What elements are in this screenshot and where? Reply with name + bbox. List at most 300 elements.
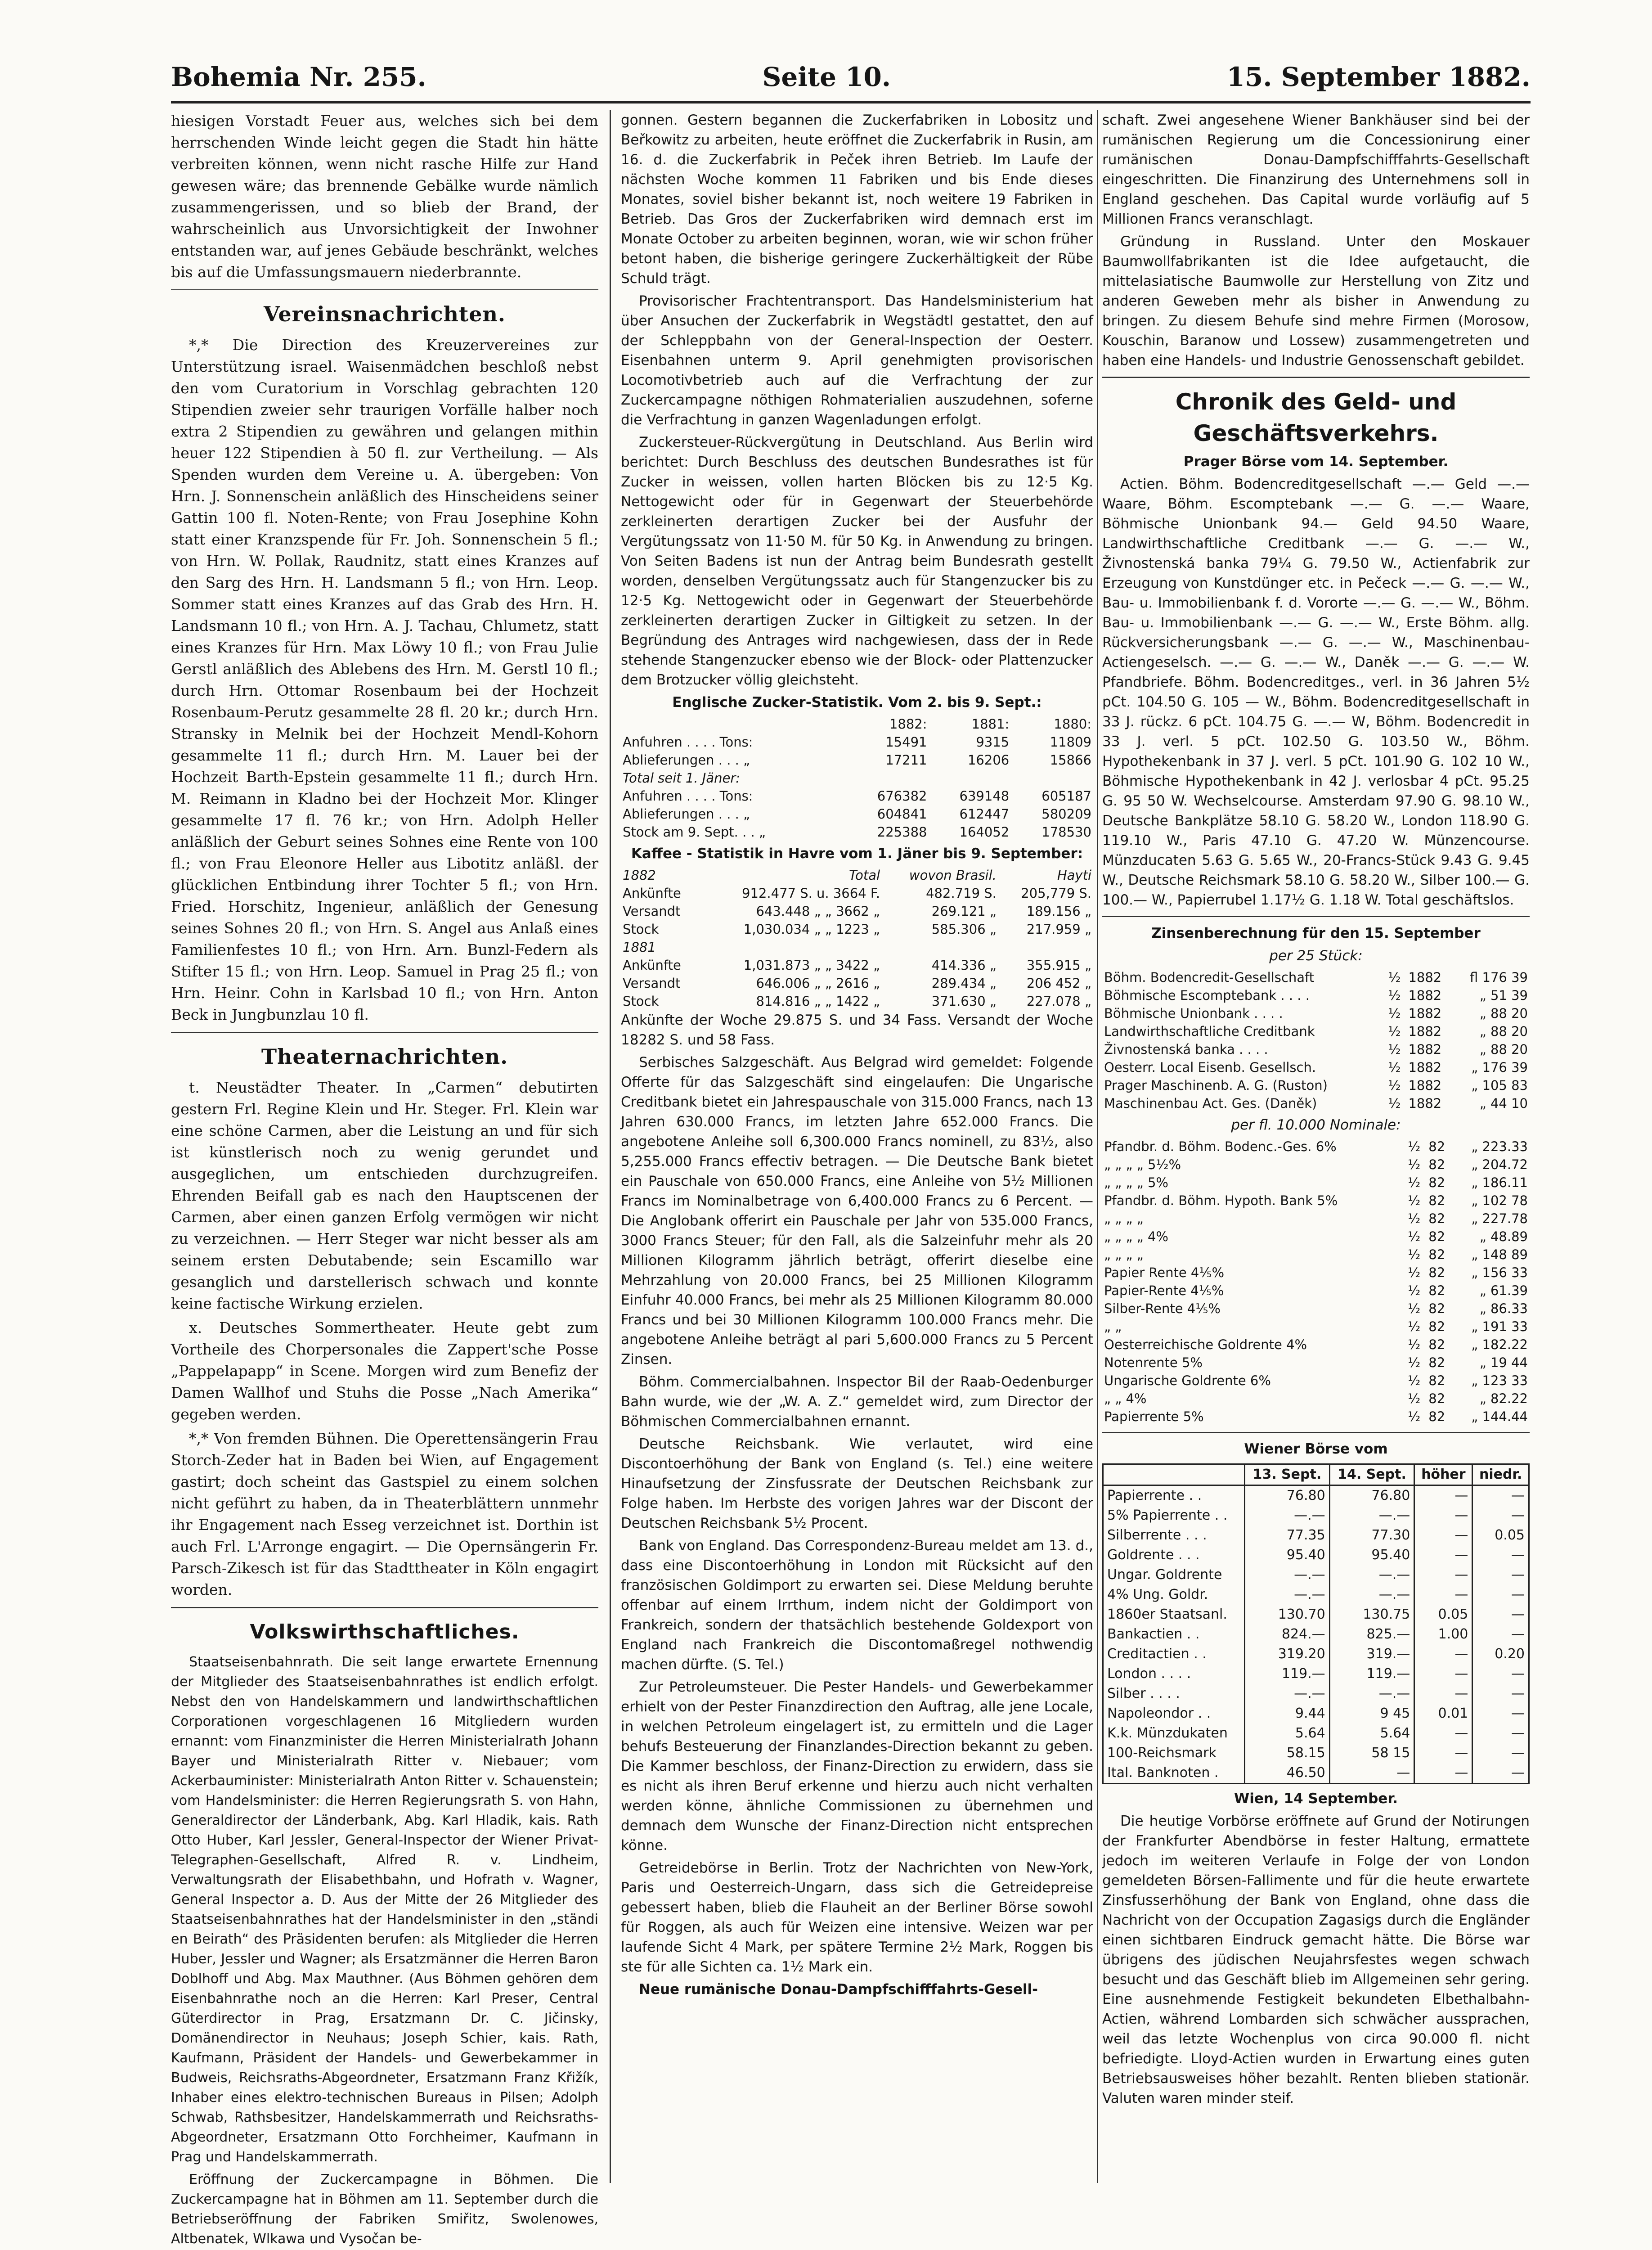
table-row — [621, 769, 1093, 787]
table-cell: 1882 — [1408, 1042, 1442, 1057]
section-title-volkswirthschaftliches: Volkswirthschaftliches. — [250, 1620, 520, 1643]
table-cell: „ „ 4% — [1104, 1391, 1147, 1406]
wien-report: Die heutige Vorbörse eröffnete auf Grund der Notirungen der Frankfurter Abendbörse in fester Haltung, ermattete jedoch im weiteren Verlaufe in Folge der von London gemeldeten Börsen-Fallimente und für die heute erwartete Zinsfusserhöhung der Bank von England, ohne dass die Nachricht von der Occupation Zagasigs durch die Engländer einen sichtbaren Eindruck gemacht hätte. Die Börse war übrigens des jüdischen Neujahrsfestes wegen schwach besucht und das Geschäft blieb im Allgemeinen sehr gering. Eine ausnehmende Festigkeit bekundeten Elbethalbahn-Actien, während Lombarden sich schwächer aussprachen, weil das letzte Wochenplus von circa 90.000 fl. nicht befriedigte. Lloyd-Actien wurden in Erwartung eines guten Betriebsausweises höher bezahlt. Renten blieben stationär. Valuten waren minder steif. — [1102, 1813, 1530, 2106]
table-cell: 82 — [1428, 1391, 1446, 1406]
table-cell: 1882 — [1408, 1060, 1442, 1075]
table-cell: Ankünfte — [623, 886, 681, 901]
article-bank-von-england: Bank von England. Das Correspondenz-Bureau meldet am 13. d., dass eine Discontoerhöhung in London mit Rücksicht auf den französischen Goldimport zu erwarten sei. Diese Meldung beruhte offenbar auf einem Irrthum, indem nicht der Goldimport von Frankreich, sondern der thatsächlich bestehende Goldexport von England nach Frankreich die Discontomaßregel nothwendig machen dürfte. (S. Tel.) — [621, 1538, 1093, 1673]
table-cell: 676382 — [877, 788, 927, 804]
table-cell: Papier-Rente 4⅕% — [1104, 1283, 1224, 1298]
table-cell: 100-Reichsmark — [1107, 1745, 1217, 1761]
table-header-cell: 1882: — [889, 716, 927, 732]
article-kreuzerverein: *,* Die Direction des Kreuzervereines zur Unterstützung israel. Waisenmädchen beschloß nebst den vom Curatorium in Vorschlag gebrachten 120 Stipendien zweier sehr traurigen Vorfälle halber noch extra 2 Stipendien zu gewähren und gelangen mithin heuer 122 Stipendien à 50 fl. zur Vertheilung. — Als Spenden wurden dem Vereine u. A. übergeben: Von Hrn. J. Sonnenschein anläßlich des Hinscheidens seiner Gattin 100 fl. Noten-Rente; von Frau Josephine Kohn statt einer Kranzspende für Fr. Joh. Sonnenschein 5 fl.; von Hrn. W. Pollak, Raudnitz, statt eines Kranzes auf den Sarg des Hrn. H. Landsmann 5 fl.; von Hrn. Leop. Sommer statt eines Kranzes auf das Grab des Hrn. H. Landsmann 10 fl.; von Hrn. A. J. Tachau, Chlumetz, statt eines Kranzes für Hrn. Max Löwy 10 fl.; von Frau Julie Gerstl anläßlich des Ablebens des Hrn. M. Gerstl 10 fl.; durch Hrn. Ottomar Rosenbaum bei der Hochzeit Rosenbaum-Perutz gesammelte 28 fl. 20 kr.; durch Hrn. Stransky in Melnik bei der Hochzeit Mendl-Kohorn gesammelte 11 fl.; durch Hrn. M. Lauer bei der Hochzeit Barth-Epstein gesammelte 11 fl.; durch Hrn. M. Reimann in Kladno bei der Hochzeit Mor. Klinger gesammelte 17 fl. 76 kr.; von Hrn. Adolph Heller anläßlich der Geburt seines Sohnes eine Rente von 100 fl.; von Frau Eleonore Heller aus Libotitz anläßl. der glücklichen Entbindung ihrer Tochter 5 fl.; von Hrn. Fried. Horschitz, Ingenieur, anläßlich der Genesung seines Sohnes 20 fl.; von Hrn. S. Angel aus Anlaß eines Familienfestes 10 fl.; von Hrn. Arn. Bunzl-Federn als Stifter 15 fl.; von Hrn. Leop. Samuel in Prag 25 fl.; von Hrn. Heinr. Cohn in Karlsbad 10 fl.; von Hrn. Anton Beck in Jungbunzlau 10 fl. — [171, 336, 598, 1023]
table-cell: „ 102 78 — [1471, 1193, 1528, 1208]
table-cell: 1860er Staatsanl. — [1107, 1606, 1227, 1622]
table-cell: 605187 — [1041, 788, 1091, 804]
table-cell: 1,031.873 „ „ 3422 „ — [743, 958, 880, 973]
table-row — [1102, 1192, 1530, 1210]
table-cell: Böhm. Bodencredit-Gesellschaft — [1104, 970, 1315, 985]
table-cell: „ 148 89 — [1471, 1247, 1528, 1262]
table-cell: — — [1472, 1664, 1529, 1684]
table-cell: 482.719 S. — [926, 886, 997, 901]
table-cell: Papierrente 5% — [1104, 1409, 1204, 1424]
table-cell: 414.336 „ — [931, 958, 997, 973]
table-cell: — — [1414, 1664, 1472, 1684]
table-cell: 77.30 — [1329, 1526, 1414, 1545]
table-cell: 15866 — [1050, 752, 1091, 768]
table-cell: ½ — [1408, 1337, 1421, 1352]
article-staatseisenbahnrath: Staatseisenbahnrath. Die seit lange erwartete Ernennung der Mitglieder des Staatseisenbahnrathes ist endlich erfolgt. Nebst den von Handelskammern und landwirthschaftlichen Corporationen vorgeschlagenen 16 Mitgliedern wurden ernannt: vom Finanzminister die Herren Ministerialrath Johann Bayer und Ministerialrath Ritter v. Niebauer; vom Ackerbauminister: Ministerialrath Anton Ritter v. Schauenstein; vom Handelsminister: die Herren Regierungsrath S. von Hahn, Generaldirector der Länderbank, Abg. Karl Hladik, kais. Rath Otto Huber, Karl Jessler, General-Inspector der Wiener Privat-Telegraphen-Gesellschaft, Alfred R. v. Lindheim, Verwaltungsrath der Elisabethbahn, und Hofrath v. Wagner, General Inspector a. D. Aus der Mitte der 26 Mitglieder des Staatseisenbahnrathes hat der Handelsminister in den „ständi en Beirath“ des Präsidenten berufen: als Mitglieder die Herren Huber, Jessler und Wagner; als Ersatzmänner die Herren Baron Doblhoff und Abg. Max Mauthner. (Aus Böhmen gehören dem Eisenbahnrathe noch an die Herren: Karl Preser, Central Güterdirector in Prag, Ersatzmann Dr. C. Jičinsky, Domänendirector in Neuhaus; Joseph Schier, kais. Rath, Kaufmann, Präsident der Handels- und Gewerbekammer in Budweis, Reichsraths-Abgeordneter, Ersatzmann Franz Křižík, Inhaber eines elektro-technischen Bureaus in Pilsen; Adolph Schwab, Rathsbesitzer, Handelskammerrath und Reichsraths-Abgeordneter, Ersatzmann Otto Forchheimer, Kaufmann in Prag und Handelskammerrath. — [171, 1654, 598, 2165]
table-cell: Oesterr. Local Eisenb. Gesellsch. — [1104, 1060, 1316, 1075]
table-cell: 82 — [1428, 1301, 1446, 1316]
table-cell: 82 — [1428, 1211, 1446, 1226]
table-header-cell: Total — [849, 868, 880, 883]
table-row — [1102, 1228, 1530, 1246]
wiener-boerse-table — [1102, 1463, 1530, 1784]
column-divider — [1097, 110, 1098, 2183]
table-row — [621, 805, 1093, 823]
table-cell: 825.— — [1329, 1624, 1414, 1644]
table-cell: ½ — [1408, 1157, 1421, 1172]
table-header-cell: Hayti — [1057, 868, 1091, 883]
table-cell: „ 182.22 — [1471, 1337, 1528, 1352]
wiener-boerse-title: Wiener Börse vom — [1244, 1441, 1388, 1457]
table-cell: 814.816 „ „ 1422 „ — [756, 994, 880, 1009]
table-cell: Creditactien . . — [1107, 1646, 1207, 1662]
table-cell: 11809 — [1050, 734, 1091, 750]
table-cell: — — [1472, 1624, 1529, 1644]
table-cell: 1,030.034 „ „ 1223 „ — [743, 922, 880, 937]
article-sommertheater: x. Deutsches Sommertheater. Heute gebt zum Vortheile des Chorpersonales die Zappert'sche Posse „Pappelapapp“ in Scene. Morgen wird zum Benefiz der Damen Wallhof und Stuhs die Posse „Nach Amerika“ gegeben werden. — [171, 1319, 598, 1423]
table-cell: 76.80 — [1329, 1485, 1414, 1506]
table-cell: 355.915 „ — [1026, 958, 1091, 973]
table-cell: — — [1472, 1763, 1529, 1784]
header-page-number: Seite 10. — [762, 62, 891, 92]
table-row — [1103, 1565, 1529, 1585]
table-cell: 205,779 S. — [1021, 886, 1091, 901]
table-cell: 82 — [1428, 1229, 1446, 1244]
header-rule — [171, 101, 1531, 104]
table-cell: ½ — [1408, 1301, 1421, 1316]
table-cell: 5.64 — [1245, 1724, 1330, 1743]
table-cell: Papierrente . . — [1107, 1488, 1202, 1503]
table-cell: 119.— — [1329, 1664, 1414, 1684]
table-cell: 1882 — [1408, 988, 1442, 1003]
table-cell: „ 105 83 — [1471, 1078, 1528, 1093]
table-row — [1102, 1372, 1530, 1390]
table-row — [1102, 968, 1530, 986]
table-cell: 164052 — [959, 824, 1010, 840]
table-cell: 0.05 — [1472, 1526, 1529, 1545]
table-cell: Landwirthschaftliche Creditbank — [1104, 1024, 1315, 1039]
table-row — [1102, 1336, 1530, 1354]
table-cell: 82 — [1428, 1139, 1446, 1154]
table-cell: Anfuhren . . . . Tons: — [623, 734, 753, 750]
table-cell: 46.50 — [1245, 1763, 1330, 1784]
table-cell: — — [1472, 1506, 1529, 1526]
table-cell: 612447 — [959, 806, 1010, 822]
table-cell: „ „ „ „ — [1104, 1211, 1144, 1226]
table-cell: — — [1414, 1545, 1472, 1565]
table-cell: 82 — [1428, 1193, 1446, 1208]
column-3 — [1102, 110, 1530, 2183]
table-cell: „ 88 20 — [1479, 1042, 1528, 1057]
column-1 — [171, 110, 598, 2247]
table-cell: 1882 — [1408, 1078, 1442, 1093]
table-row — [1103, 1724, 1529, 1743]
table-cell: Versandt — [623, 904, 681, 919]
table-header-cell: höher — [1414, 1464, 1472, 1485]
zinsen-table-2 — [1102, 1138, 1530, 1426]
table-cell: — — [1414, 1763, 1472, 1784]
table-row — [1102, 1300, 1530, 1318]
table-header-cell: wovon Brasil. — [909, 868, 997, 883]
table-cell: „ 88 20 — [1479, 1006, 1528, 1021]
table-row — [621, 992, 1093, 1010]
table-cell: — — [1414, 1506, 1472, 1526]
table-header-cell: niedr. — [1472, 1464, 1529, 1485]
table-cell: ½ — [1408, 1283, 1421, 1298]
table-cell: 5.64 — [1329, 1724, 1414, 1743]
table-cell: Notenrente 5% — [1104, 1355, 1203, 1370]
table-cell: „ „ „ „ 5½% — [1104, 1157, 1181, 1172]
table-row — [1103, 1704, 1529, 1724]
table-cell: „ „ „ „ 4% — [1104, 1229, 1168, 1244]
wien-report-title: Wien, 14 September. — [1234, 1791, 1398, 1807]
table-cell: ½ — [1408, 1409, 1421, 1424]
table-cell: 82 — [1428, 1265, 1446, 1280]
table-cell: Ankünfte — [623, 958, 681, 973]
table-cell: — — [1414, 1485, 1472, 1506]
table-row — [621, 956, 1093, 974]
table-cell: 130.75 — [1329, 1605, 1414, 1624]
table-row — [1103, 1585, 1529, 1605]
table-cell: ½ — [1408, 1355, 1421, 1370]
table-cell: 643.448 „ „ 3662 „ — [756, 904, 880, 919]
table-row — [1102, 1076, 1530, 1094]
table-cell: ½ — [1408, 1391, 1421, 1406]
article-fremde-buehnen: *,* Von fremden Bühnen. Die Operettensängerin Frau Storch-Zeder hat in Baden bei Wien, auf Engagement gastirt; doch scheint das Gastspiel zu einem solchen nicht geführt zu haben, da in Theaterblättern unnmehr ihr Engagement nach Esseg verzeichnet ist. Dorthin ist auch Frl. L'Arronge engagirt. — Die Opernsängerin Fr. Parsch-Zikesch ist für das Stadttheater in Köln engagirt worden. — [171, 1430, 598, 1598]
table-cell: ½ — [1388, 1006, 1401, 1021]
table-cell: — — [1414, 1724, 1472, 1743]
table-cell: „ 223.33 — [1471, 1139, 1528, 1154]
table-cell: 227.078 „ — [1026, 994, 1091, 1009]
table-cell: Oesterreichische Goldrente 4% — [1104, 1337, 1307, 1352]
table-cell: 1882 — [1408, 1006, 1442, 1021]
table-cell: ½ — [1408, 1193, 1421, 1208]
table-cell: 580209 — [1041, 806, 1091, 822]
table-cell: Silber-Rente 4⅕% — [1104, 1301, 1221, 1316]
table-cell: 82 — [1428, 1355, 1446, 1370]
table-row — [1103, 1624, 1529, 1644]
table-cell: Goldrente . . . — [1107, 1547, 1200, 1563]
table-header-cell: 1881: — [971, 716, 1010, 732]
article-commercialbahnen: Böhm. Commercialbahnen. Inspector Bil der Raab-Oedenburger Bahn wurde, wie der „W. A. Z.“ gemeldet wird, zum Director der Böhmischen Commercialbahnen ernannt. — [621, 1374, 1093, 1430]
table-cell: Ungarische Goldrente 6% — [1104, 1373, 1271, 1388]
section-rule — [171, 1607, 598, 1608]
section-rule — [171, 289, 598, 290]
table-row — [1102, 1390, 1530, 1408]
table-cell: 604841 — [877, 806, 927, 822]
table-cell: fl 176 39 — [1470, 970, 1528, 985]
english-sugar-title: Englische Zucker-Statistik. Vom 2. bis 9. Sept.: — [672, 694, 1042, 711]
table-cell: 912.477 S. u. 3664 F. — [742, 886, 880, 901]
table-cell: 206 452 „ — [1026, 976, 1091, 991]
table-cell: Maschinenbau Act. Ges. (Daněk) — [1104, 1096, 1317, 1111]
section-rule — [171, 1032, 598, 1033]
table-cell: 17211 — [885, 752, 927, 768]
table-cell: ½ — [1388, 988, 1401, 1003]
table-cell: —.— — [1329, 1684, 1414, 1704]
table-cell: 5% Papierrente . . — [1107, 1508, 1228, 1523]
table-cell: ½ — [1388, 1024, 1401, 1039]
table-header-cell: 14. Sept. — [1329, 1464, 1414, 1485]
table-row — [1103, 1644, 1529, 1664]
table-cell: 15491 — [885, 734, 927, 750]
coffee-stats-table — [621, 866, 1093, 1010]
table-cell: Anfuhren . . . . Tons: — [623, 788, 753, 804]
table-row — [621, 902, 1093, 920]
table-cell: —.— — [1245, 1684, 1330, 1704]
table-row — [1103, 1506, 1529, 1526]
section-title-chronik: Chronik des Geld- und Geschäftsverkehrs. — [1175, 389, 1457, 446]
table-cell: 585.306 „ — [931, 922, 997, 937]
table-row — [1103, 1743, 1529, 1763]
table-cell: Pfandbr. d. Böhm. Hypoth. Bank 5% — [1104, 1193, 1338, 1208]
table-cell: — — [1472, 1585, 1529, 1605]
article-reichsbank: Deutsche Reichsbank. Wie verlautet, wird eine Discontoerhöhung der Bank von England (s. Tel.) eine weitere Hinaufsetzung der Zinsfussrate der Deutschen Reichsbank zur Folge haben. Im Herbste des vorigen Jahres war der Discont der Deutschen Reichsbank 5½ Procent. — [621, 1436, 1093, 1531]
table-cell: 289.434 „ — [931, 976, 997, 991]
table-header-cell — [621, 715, 847, 733]
table-cell: 0.01 — [1414, 1704, 1472, 1724]
table-cell: — — [1472, 1545, 1529, 1565]
table-cell: 82 — [1428, 1157, 1446, 1172]
table-cell: — — [1414, 1644, 1472, 1664]
table-cell: — — [1472, 1704, 1529, 1724]
coffee-stats-title: Kaffee - Statistik in Havre vom 1. Jäner bis 9. September: — [631, 846, 1083, 862]
table-cell: — — [1472, 1743, 1529, 1763]
table-header-row — [621, 715, 1093, 733]
article-zuckerfabriken: gonnen. Gestern begannen die Zuckerfabriken in Lobositz und Beřkowitz zu arbeiten, heute eröffnet die Zuckerfabrik in Rusin, am 16. d. die Zuckerfabrik in Peček ihren Betrieb. Im Laufe der nächsten Woche kommen 11 Fabriken und bis Ende dieses Monates, soviel bisher bekannt ist, noch weitere 19 Fabriken in Betrieb. Das Gros der Zuckerfabriken wird demnach erst im Monate October zu arbeiten beginnen, woran, wie wir schon früher betont haben, die bisherige geringere Zuckerhältigkeit der Rübe Schuld trägt. — [621, 112, 1093, 287]
table-cell: K.k. Münzdukaten — [1107, 1725, 1228, 1741]
table-cell: ½ — [1408, 1229, 1421, 1244]
article-donau-dampfschifffahrt-start: Neue rumänische Donau-Dampfschifffahrts-Gesell- — [639, 1981, 1038, 1998]
table-cell: „ 86.33 — [1479, 1301, 1528, 1316]
table-row — [1103, 1664, 1529, 1684]
table-cell: ½ — [1388, 1078, 1401, 1093]
table-row — [1102, 1174, 1530, 1192]
table-row — [1102, 1318, 1530, 1336]
table-cell: ½ — [1408, 1139, 1421, 1154]
table-cell: Böhmische Unionbank . . . . — [1104, 1006, 1283, 1021]
table-cell: 0.05 — [1414, 1605, 1472, 1624]
table-cell: Prager Maschinenb. A. G. (Ruston) — [1104, 1078, 1328, 1093]
table-row — [1102, 1138, 1530, 1156]
table-cell: „ 191 33 — [1471, 1319, 1528, 1334]
table-cell: 1882 — [1408, 1096, 1442, 1111]
table-cell: — — [1472, 1485, 1529, 1506]
column-2 — [621, 110, 1093, 2183]
table-row — [1102, 1004, 1530, 1022]
table-row — [621, 787, 1093, 805]
table-row — [621, 733, 1093, 751]
table-cell: „ 61.39 — [1479, 1283, 1528, 1298]
table-cell: „ 82.22 — [1479, 1391, 1528, 1406]
section-rule — [1102, 377, 1530, 378]
table-cell: „ 144.44 — [1471, 1409, 1528, 1424]
table-cell: ½ — [1408, 1211, 1421, 1226]
table-cell: 639148 — [959, 788, 1010, 804]
table-cell: — — [1472, 1724, 1529, 1743]
table-cell: London . . . . — [1107, 1666, 1191, 1682]
article-getreideboerse: Getreidebörse in Berlin. Trotz der Nachrichten von New-York, Paris und Oesterreich-Ungarn, dass sich die Getreidepreise gebessert haben, blieb die Flauheit an der Berliner Börse sowohl für Roggen, als auch für Weizen eine intensive. Weizen war per laufende Sicht 4 Mark, per spätere Termine 2½ Mark, Roggen bis ste für alle Sichten ca. 1½ Mark ein. — [621, 1860, 1093, 1975]
table-cell: ½ — [1408, 1319, 1421, 1334]
table-cell: „ 156 33 — [1471, 1265, 1528, 1280]
table-cell: „ 123 33 — [1471, 1373, 1528, 1388]
article-serbisches-salzgeschaeft: Serbisches Salzgeschäft. Aus Belgrad wird gemeldet: Folgende Offerte für das Salzgeschäft sind eingelaufen: Die Ungarische Creditbank bietet ein Jahrespauschale von 315.000 Francs, nach 13 Jahren 630.000 Francs, im letzten Jahre 652.000 Francs. Die angebotene Anleihe soll 6,300.000 Francs nominell, zu 83½, also 5,255.000 Francs effectiv betragen. — Die Deutsche Bank bietet ein Pauschale von 650.000 Francs, eine Anleihe von 5½ Millionen Francs im Nominalbetrage von 6,400.000 Francs zu 6 Percent. — Die Anglobank offerirt ein Pauschale per Jahr von 535.000 Francs, 3000 Francs Steuer; für den Fall, als die Salzeinfuhr mehr als 20 Millionen Kilogramm jährlich beträgt, offerirt dieselbe eine Mehrzahlung von 20.000 Francs, bei 25 Millionen Kilogramm Einfuhr 40.000 Francs, bei mehr als 25 Millionen Kilogramm 80.000 Francs und bei 30 Millionen Kilogramm 100.000 Francs mehr. Die angebotene Anleihe beträgt al pari 5,600.000 Francs zu 5 Percent Zinsen. — [621, 1054, 1093, 1368]
article-gruendung-russland: Gründung in Russland. Unter den Moskauer Baumwollfabrikanten ist die Idee aufgetaucht, die mittelasiatische Baumwolle zur Herstellung von Zitz und anderen Geweben mehr als bisher in Anwendung zu bringen. Zu diesem Behufe sind mehre Firmen (Morosow, Kouschin, Baranow und Lossew) zusammengetreten und haben eine Handels- und Industrie Genossenschaft gebildet. — [1102, 234, 1530, 369]
table-cell: Ital. Banknoten . — [1107, 1765, 1219, 1781]
table-cell: Pfandbr. d. Böhm. Bodenc.-Ges. 6% — [1104, 1139, 1337, 1154]
table-cell: Böhmische Escomptebank . . . . — [1104, 988, 1310, 1003]
table-cell: „ 48.89 — [1479, 1229, 1528, 1244]
table-cell: Ungar. Goldrente — [1107, 1567, 1222, 1583]
table-cell: —.— — [1245, 1585, 1330, 1605]
table-cell: 4% Ung. Goldr. — [1107, 1587, 1208, 1602]
table-cell: ½ — [1408, 1175, 1421, 1190]
table-cell: 371.630 „ — [931, 994, 997, 1009]
table-cell: Ablieferungen . . . „ — [623, 806, 750, 822]
section-rule — [1102, 1432, 1530, 1433]
table-cell: Papier Rente 4⅕% — [1104, 1265, 1225, 1280]
table-cell: Total seit 1. Jäner: — [623, 770, 741, 786]
article-petroleumsteuer: Zur Petroleumsteuer. Die Pester Handels- und Gewerbekammer erhielt von der Pester Finanzdirection den Auftrag, alle jene Locale, in welchen Petroleum eingelagert ist, zu ermitteln und die Lager behufs Besteuerung der Finanzlandes-Direction bekannt zu geben. Die Kammer beschloss, der Finanz-Direction zu erwidern, dass sie es nicht als ihren Beruf erkenne und hierzu auch nicht verhalten werden könne, ähnliche Commissionen zu übernehmen und demnach dem Wunsche der Finanz-Direction nicht entsprechen könne. — [621, 1679, 1093, 1854]
table-cell: 9315 — [976, 734, 1010, 750]
table-row — [1103, 1684, 1529, 1704]
table-row — [1103, 1526, 1529, 1545]
table-row — [621, 920, 1093, 938]
table-cell: 319.20 — [1245, 1644, 1330, 1664]
table-row — [1103, 1485, 1529, 1506]
table-cell: — — [1414, 1743, 1472, 1763]
section-rule — [1102, 916, 1530, 917]
table-cell: „ 51 39 — [1479, 988, 1528, 1003]
coffee-week-note: Ankünfte der Woche 29.875 S. und 34 Fass. Versandt der Woche 18282 S. und 58 Fass. — [621, 1012, 1093, 1048]
table-cell: 189.156 „ — [1026, 904, 1091, 919]
table-row — [1102, 1058, 1530, 1076]
fire-report: hiesigen Vorstadt Feuer aus, welches sich bei dem herrschenden Winde leicht gegen die Stadt hin hätte verbreiten können, wenn nicht rasche Hilfe zur Hand gewesen wäre; das brennende Gebälke wurde nämlich zusammengerissen, und so blieb der Brand, der wahrscheinlich aus Unvorsichtigkeit der Inwohner entstanden war, auf jenes Gebäude beschränkt, welches bis auf die Umfassungsmauern niederbrannte. — [171, 112, 598, 281]
table-cell: „ „ „ „ 5% — [1104, 1175, 1168, 1190]
table-cell: 77.35 — [1245, 1526, 1330, 1545]
table-cell: ½ — [1388, 1060, 1401, 1075]
article-neustaedter-theater: t. Neustädter Theater. In „Carmen“ debutirten gestern Frl. Regine Klein und Hr. Steger. Frl. Klein war eine schöne Carmen, aber die Leistung an und für sich ist künstlerisch noch zu wenig gerundet und ausgeglichen, um entschieden durchzugreifen. Ehrenden Beifall gab es nach den Hauptscenen der Carmen, aber einen ganzen Erfolg vermögen wir nicht zu verzeichnen. — Herr Steger war nicht besser als am seinem ersten Debutabende; sein Escamillo war gesanglich und darstellerisch schwach und konnte keine factische Wirkung erzielen. — [171, 1079, 598, 1312]
table-cell: —.— — [1245, 1506, 1330, 1526]
table-cell: 9 45 — [1329, 1704, 1414, 1724]
english-sugar-table — [621, 715, 1093, 841]
table-cell: Ablieferungen . . . „ — [623, 752, 750, 768]
table-cell: Napoleondor . . — [1107, 1706, 1211, 1721]
table-row — [1102, 986, 1530, 1004]
table-cell: 58 15 — [1329, 1743, 1414, 1763]
table-header-cell: 13. Sept. — [1245, 1464, 1330, 1485]
section-title-theaternachrichten: Theaternachrichten. — [261, 1044, 508, 1069]
table-row — [1103, 1763, 1529, 1784]
table-cell: 225388 — [877, 824, 927, 840]
table-cell: —.— — [1329, 1565, 1414, 1585]
article-frachtentransport: Provisorischer Frachtentransport. Das Handelsministerium hat über Ansuchen der Zuckerfabrik in Wegstädtl gestattet, den auf der Schleppbahn von der General-Inspection der Oesterr. Eisenbahnen unterm 9. April genehmigten provisorischen Locomotivbetrieb auch auf die Verfrachtung der zur Zuckercampagne nöthigen Rohmaterialien auszudehnen, soferne die Verfrachtung in ganzen Wagenladungen erfolgt. — [621, 293, 1093, 428]
table-cell: — — [1414, 1565, 1472, 1585]
table-row — [621, 974, 1093, 992]
table-row — [1102, 1094, 1530, 1112]
page-header — [171, 43, 1531, 92]
table-cell: „ 44 10 — [1479, 1096, 1528, 1111]
table-header-row — [1103, 1464, 1529, 1485]
section-title-vereinsnachrichten: Vereinsnachrichten. — [264, 302, 506, 326]
table-cell: —.— — [1329, 1506, 1414, 1526]
table-cell: 217.959 „ — [1026, 922, 1091, 937]
table-cell: 1.00 — [1414, 1624, 1472, 1644]
table-cell: 1882 — [1408, 1024, 1442, 1039]
table-cell: —.— — [1245, 1565, 1330, 1585]
table-row — [621, 884, 1093, 902]
table-cell: ½ — [1388, 970, 1401, 985]
table-cell: 0.20 — [1472, 1644, 1529, 1664]
table-cell: Živnostenská banka . . . . — [1104, 1042, 1268, 1057]
table-cell: 16206 — [967, 752, 1010, 768]
zinsen-title: Zinsenberechnung für den 15. September — [1151, 925, 1481, 941]
table-cell: 82 — [1428, 1409, 1446, 1424]
table-cell: 58.15 — [1245, 1743, 1330, 1763]
table-cell: 82 — [1428, 1175, 1446, 1190]
header-date: 15. September 1882. — [1226, 62, 1531, 92]
prager-boerse-report: Actien. Böhm. Bodencreditgesellschaft —.— Geld —.— Waare, Böhm. Escomptebank —.— G. —.— Waare, Böhmische Unionbank 94.— Geld 94.50 Waare, Landwirthschaftliche Creditbank —.— G. —.— W., Živnostenská banka 79¼ G. 79.50 W., Actienfabrik zur Erzeugung von Kunstdünger etc. in Pečeck —.— G. —.— W., Bau- u. Immobilienbank f. d. Vororte —.— G. —.— W., Böhm. Bau- u. Immobilienbank —.— G. —.— W., Erste Böhm. allg. Rückversicherungsbank —.— G. —.— W., Maschinenbau-Actiengeselsch. —.— G. —.— W., Daněk —.— G. —.— W. Pfandbriefe. Böhm. Bodencreditges., verl. in 36 Jahren 5½ pCt. 104.50 G. 105 — W., Böhm. Bodencreditgesellschaft in 33 J. rückz. 6 pCt. 104.75 G. —.— W, Böhm. Bodencredit in 33 J. verl. 5 pCt. 102.50 G. 103.50 W., Böhm. Hypothekenbank in 37 J. verl. 5 pCt. 101.90 G. 102 10 W., Böhmische Hypothekenbank in 42 J. verlosbar 4 pCt. 95.25 G. 95 50 W. Wechselcourse. Amsterdam 97.90 G. 98.10 W., Deutsche Bankplätze 58.10 G. 58.20 W., London 118.90 G. 119.10 W., Paris 47.10 G. 47.20 W. Münzencourse. Münzducaten 5.63 G. 5.65 W., 20-Francs-Stück 9.43 G. 9.45 W., Deutsche Reichsmark 58.10 G. 58.20 W., Silber 100.— G. 100.— W., Papierrubel 1.17½ G. 1.18 W. Total geschäftslos. — [1102, 476, 1530, 908]
table-header-row — [621, 866, 1093, 884]
table-row — [1102, 1264, 1530, 1282]
table-cell: 82 — [1428, 1283, 1446, 1298]
table-row — [1103, 1605, 1529, 1624]
table-cell: Stock am 9. Sept. . . „ — [623, 824, 766, 840]
article-zuckersteuer: Zuckersteuer-Rückvergütung in Deutschland. Aus Berlin wird berichtet: Durch Beschluss des deutschen Bundesrathes ist für Zucker in weissen, vollen harten Blöcken bis zu 12·5 Kg. Nettogewicht oder für in Gegenwart der Steuerbehörde zerkleinerten derartigen Zucker bei der Ausfuhr der Vergütungssatz von 11·50 M. für 50 Kg. in Anwendung zu bringen. Von Seiten Badens ist nun der Antrag beim Bundesrath gestellt worden, denselben Vergütungssatz auch für Stangenzucker bis zu 12·5 Kg. Nettogewicht oder in Gegenwart der Steuerbehörde zerkleinerten derartigen Zucker in Giltigkeit zu setzen. In der Begründung des Antrages wird nachgewiesen, dass der in Rede stehende Stangenzucker ebenso wie der Block- oder Plattenzucker dem Brotzucker völlig gleichsteht. — [621, 434, 1093, 688]
zinsen-table — [1102, 968, 1530, 1112]
table-cell: 9.44 — [1245, 1704, 1330, 1724]
table-cell: 119.— — [1245, 1664, 1330, 1684]
table-cell: „ 204.72 — [1471, 1157, 1528, 1172]
table-row — [1102, 1022, 1530, 1040]
prager-boerse-title: Prager Börse vom 14. September. — [1183, 454, 1449, 470]
table-cell: — — [1414, 1526, 1472, 1545]
table-header-cell: 1882 — [623, 868, 656, 883]
header-issue: Bohemia Nr. 255. — [171, 62, 426, 92]
table-cell: „ „ — [1104, 1319, 1122, 1334]
table-cell: 824.— — [1245, 1624, 1330, 1644]
table-cell: 82 — [1428, 1319, 1446, 1334]
table-cell: 76.80 — [1245, 1485, 1330, 1506]
table-cell: 646.006 „ „ 2616 „ — [756, 976, 880, 991]
table-row — [1102, 1246, 1530, 1264]
table-cell: Stock — [623, 994, 659, 1009]
table-cell: — — [1414, 1585, 1472, 1605]
table-cell: 130.70 — [1245, 1605, 1330, 1624]
table-row — [621, 751, 1093, 769]
table-row — [621, 823, 1093, 841]
table-cell: ½ — [1388, 1096, 1401, 1111]
article-zuckercampagne: Eröffnung der Zuckercampagne in Böhmen. Die Zuckercampagne hat in Böhmen am 11. September durch die Betriebseröffnung der Fabriken Smiřitz, Swolenowes, Altbenatek, Wlkawa und Vysočan be- — [171, 2172, 598, 2247]
table-cell: ½ — [1388, 1042, 1401, 1057]
table-cell: ½ — [1408, 1265, 1421, 1280]
column-divider — [610, 110, 611, 2183]
zinsen-sub2: per fl. 10.000 Nominale: — [1231, 1117, 1401, 1133]
table-cell: „ 227.78 — [1471, 1211, 1528, 1226]
